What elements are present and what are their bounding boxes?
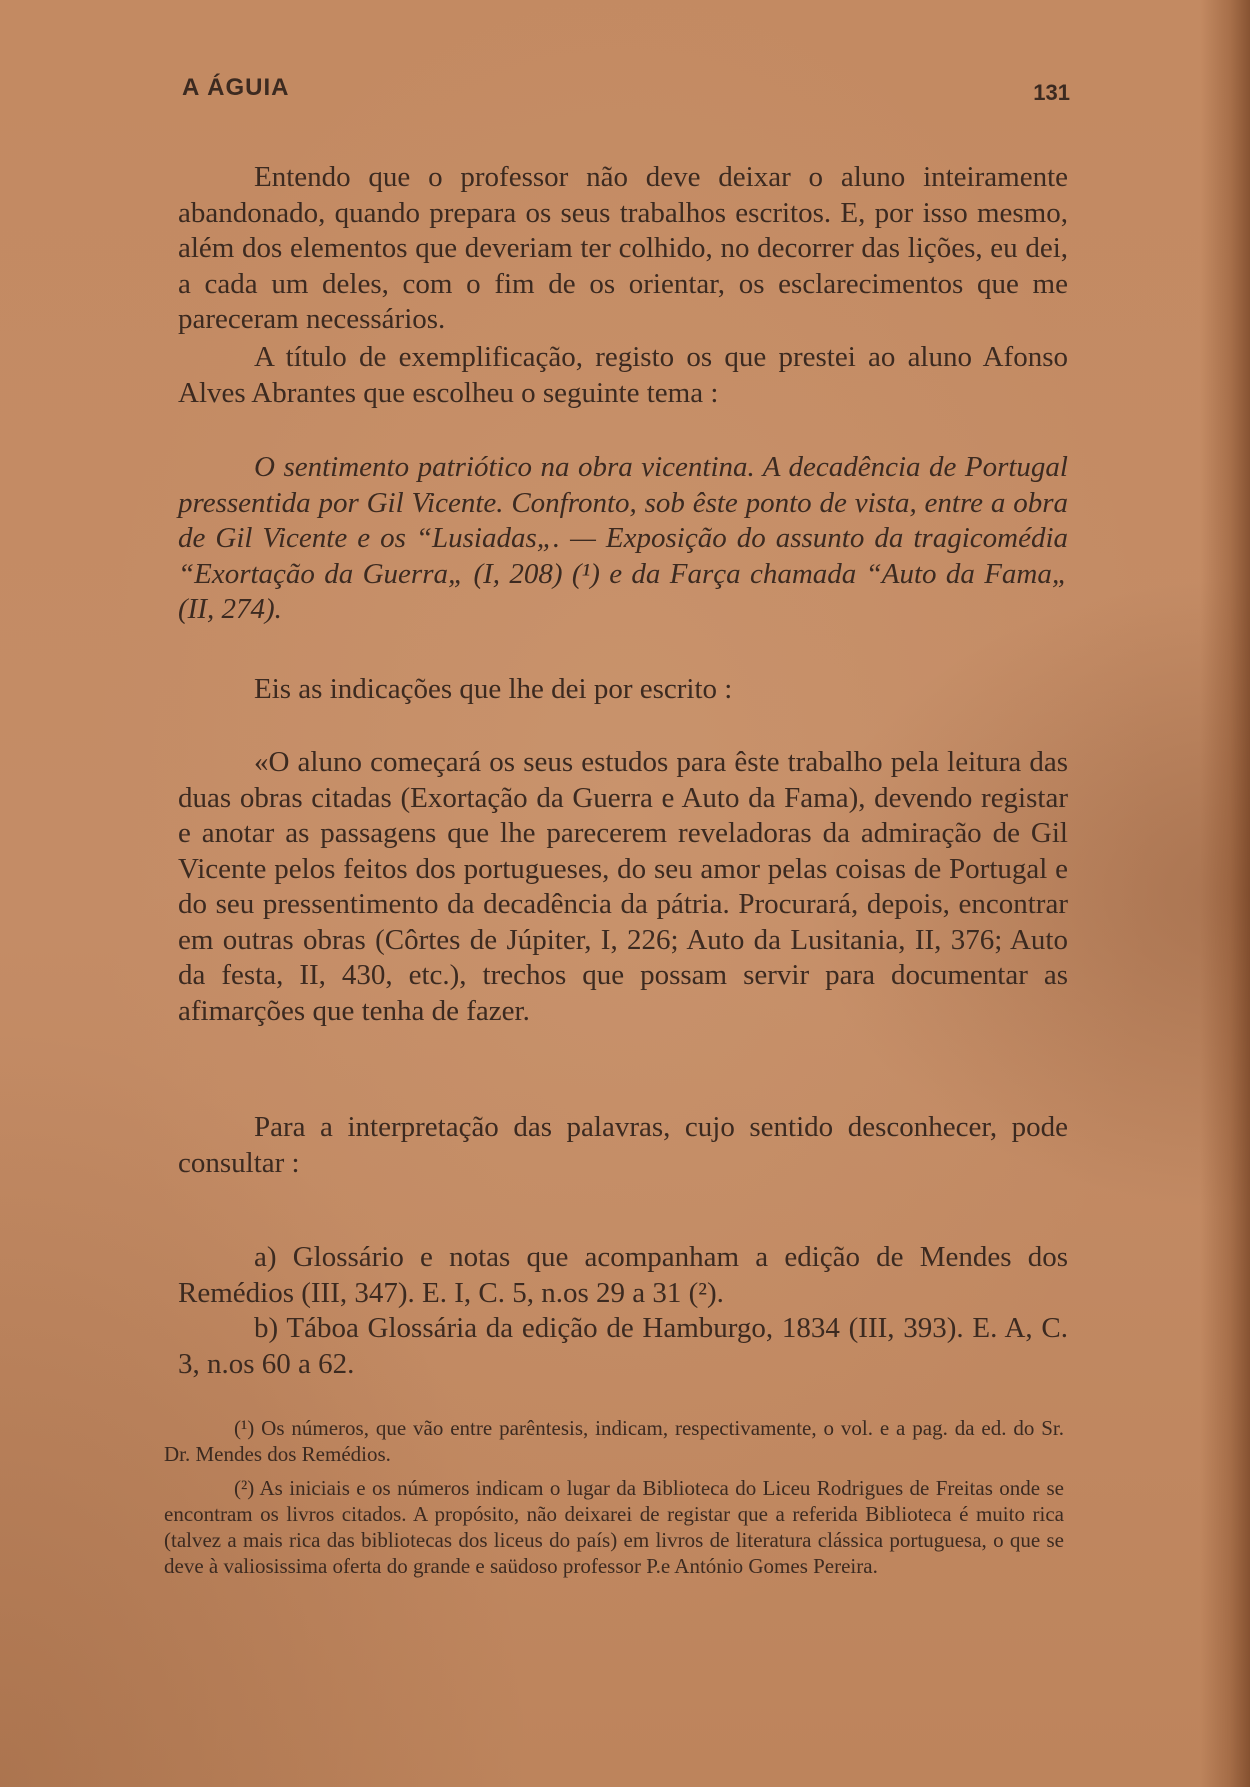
running-head — [182, 66, 1070, 106]
footnote-2: (²) As iniciais e os números indicam o lugar da Biblioteca do Liceu Rodrigues de Freitas onde se encontram os livros citados. A propósito, não deixarei de registar que a referida Biblioteca é muito rica (talvez a mais rica das bibliotecas dos liceus do país) em livros de literatura clássica portuguesa, o que se deve à valiosissima oferta do grande e saüdoso professor P.e António Gomes Pereira. — [164, 1476, 1064, 1578]
paragraph-example — [178, 340, 1068, 411]
quoted-instructions — [178, 745, 1068, 1029]
quote-text: «O aluno começará os seus estudos para êste trabalho pela leitura das duas obras citadas (Exortação da Guerra e Auto da Fama), devendo registar e anotar as passagens que lhe parecerem reveladoras da admiração de Gil Vicente pelos feitos dos portugueses, do seu amor pelas coisas de Portugal e do seu pressentimento da decadência da pátria. Procurará, depois, encontrar em outras obras (Côrtes de Júpiter, I, 226; Auto da Lusitania, II, 376; Auto da festa, II, 430, etc.), trechos que possam servir para documentar as afimarções que tenha de fazer. — [178, 746, 1068, 1027]
theme-text: O sentimento patriótico na obra vicentina. A decadência de Portugal pressentida por Gil Vicente. Confronto, sob êste ponto de vista, entre a obra de Gil Vicente e os “Lusiadas„. — Exposição do assunto da tragicomédia “Exortação da Guerra„ (I, 208) (¹) e da Farça chamada “Auto da Fama„ (II, 274). — [178, 451, 1068, 625]
paragraph-indications — [178, 672, 1068, 708]
theme-statement — [178, 450, 1068, 628]
paragraph-text: Entendo que o professor não deve deixar o aluno inteiramente abandonado, quando prepara os seus trabalhos escritos. E, por isso mesmo, além dos elementos que deveriam ter colhido, no decorrer das lições, eu dei, a cada um deles, com o fim de os orientar, os esclarecimentos que me pareceram necessários. — [178, 161, 1068, 335]
glossary-item-a: a) Glossário e notas que acompanham a edição de Mendes dos Remédios (III, 347). E. I, C. 5, n.os 29 a 31 (²). — [178, 1241, 1068, 1309]
paragraph-text: A título de exemplificação, registo os que prestei ao aluno Afonso Alves Abrantes que escolheu o seguinte tema : — [178, 341, 1068, 409]
paragraph-intro — [178, 160, 1068, 338]
glossary-item-b: b) Táboa Glossária da edição de Hamburgo, 1834 (III, 393). E. A, C. 3, n.os 60 a 62. — [178, 1312, 1068, 1380]
glossary-list — [178, 1240, 1068, 1382]
footnotes — [164, 1415, 1064, 1587]
paragraph-interpretation — [178, 1110, 1068, 1181]
page-number: 131 — [1033, 80, 1070, 105]
paragraph-text: Para a interpretação das palavras, cujo sentido desconhecer, pode consultar : — [178, 1111, 1068, 1179]
journal-title: A ÁGUIA — [182, 74, 290, 101]
page-edge-shadow — [1200, 0, 1250, 1787]
paragraph-text: Eis as indicações que lhe dei por escrito : — [254, 673, 733, 705]
footnote-1: (¹) Os números, que vão entre parêntesis, indicam, respectivamente, o vol. e a pag. da ed. do Sr. Dr. Mendes dos Remédios. — [164, 1416, 1064, 1466]
